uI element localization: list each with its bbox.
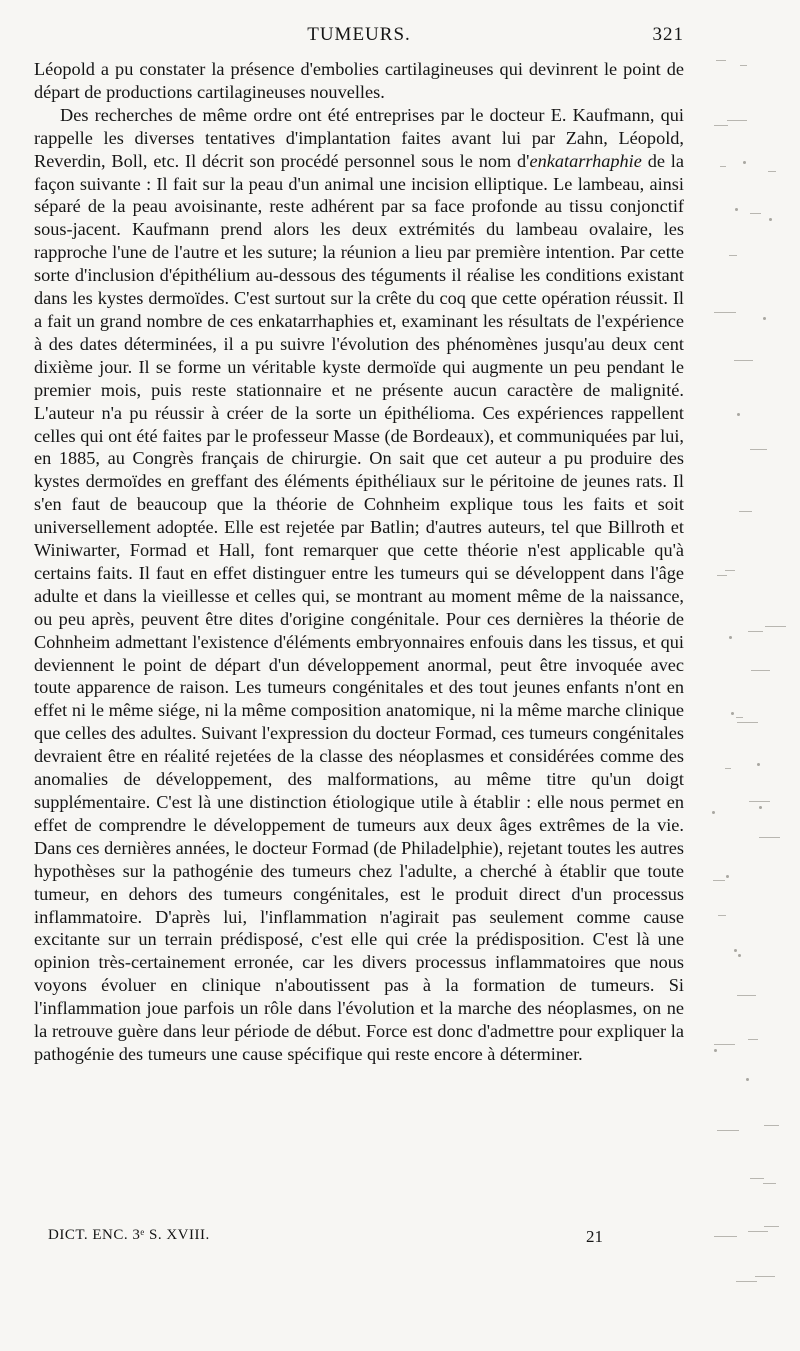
running-head (34, 22, 684, 48)
margin-mark (755, 1276, 775, 1277)
margin-mark (726, 875, 729, 878)
margin-mark (737, 413, 740, 416)
paragraph-text-end: de la façon suivante : Il fait sur la peau d'un animal une incision elliptique. Le lambeau, ainsi séparé de la peau avoisinante, reste adhérent par sa face profonde au tissu conjonctif sous-jacent. Kaufmann prend alors les deux extrémités du lambeau ovalaire, les rapproche l'une de l'autre et les suture; la réunion a lieu par première intention. Par cette sorte d'inclusion d'épithélium au-dessous des téguments il réalise les conditions existant dans les kystes dermoïdes. C'est surtout sur la crête du coq que cette opération réussit. Il a fait un grand nombre de ces enkatarrhaphies et, examinant les résultats de l'expérience à des dates déterminées, il a pu suivre l'évolution des phénomènes jusqu'au deux cent dixième jour. Il se forme un véritable kyste dermoïde qui augmente un peu pendant le premier mois, puis reste stationnaire et ne présente aucun caractère de malignité. L'auteur n'a pu réussir à créer de la sorte un épithélioma. Ces expériences rappellent celles qui ont été faites par le professeur Masse (de Bordeaux), et communiquées par lui, en 1885, au Congrès français de chirurgie. On sait que cet auteur a pu produire des kystes dermoïdes en greffant des éléments épithéliaux sur le péritoine de jeunes rats. Il s'en faut de beaucoup que la théorie de Cohnheim explique tous les faits et soit universellement adoptée. Elle est rejetée par Batlin; d'autres auteurs, tel que Billroth et Winiwarter, Formad et Hall, font remarquer que cette théorie n'est applicable qu'à certains faits. Il faut en effet distinguer entre les tumeurs qui se développent dans l'âge adulte et dans la vieillesse et celles qui, se montrant au moment même de la naissance, ou peu après, peuvent être dites d'origine congénitale. Pour ces dernières la théorie de Cohnheim admettant l'existence d'éléments embryonnaires enfouis dans les tissus, et qui deviennent le point de départ d'un développement anormal, peut être invoquée avec toute apparence de raison. Les tumeurs congénitales et des tout jeunes enfants n'ont en effet ni le même siége, ni la même composition anatomique, ni la même marche clinique que celles des adultes. Suivant l'expression du docteur Formad, ces tumeurs congénitales devraient être en réalité rejetées de la classe des néoplasmes et considérées comme des anomalies de développement, des malformations, au même titre qu'un doigt supplémentaire. C'est là une distinction étiologique utile à établir : elle nous permet en effet de comprendre le développement de tumeurs aux deux âges extrêmes de la vie. Dans ces dernières années, le docteur Formad (de Philadelphie), rejetant toutes les autres hypothèses sur la pathogénie des tumeurs chez l'adulte, a cherché à établir que toute tumeur, en dehors des tumeurs congénitales, est le produit direct d'un processus inflammatoire. D'après lui, l'inflammation n'agirait pas seulement comme cause excitante sur un terrain prédisposé, c'est elle qui crée la prédisposition. C'est là une opinion très-certainement erronée, car les divers processus inflammatoires que nous voyons évoluer en clinique n'aboutissent pas à la formation de tumeurs. Si l'inflammation joue parfois un rôle dans l'évolution et la marche des néoplasmes, on ne la retrouve guère dans leur période de début. Force est donc d'admettre pour expliquer la pathogénie des tumeurs une cause spécifique qui reste encore à déterminer. (34, 150, 684, 1064)
margin-mark (743, 161, 746, 164)
margin-mark (746, 1078, 749, 1081)
margin-mark (714, 1044, 735, 1045)
page-number: 321 (652, 24, 684, 45)
margin-mark (740, 65, 747, 66)
margin-mark (720, 166, 726, 167)
margin-mark (759, 837, 780, 838)
margin-bleed-through (700, 20, 792, 1340)
margin-mark (714, 1236, 737, 1237)
page-footer (34, 1227, 684, 1251)
margin-mark (714, 312, 736, 313)
margin-mark (769, 218, 772, 221)
margin-mark (729, 636, 732, 639)
body-text (34, 58, 684, 1066)
margin-mark (727, 120, 747, 121)
sheet-number: 21 (586, 1227, 603, 1246)
margin-mark (748, 1231, 768, 1232)
margin-mark (736, 1281, 757, 1282)
margin-mark (725, 768, 731, 769)
margin-mark (763, 1183, 776, 1184)
margin-mark (717, 1130, 739, 1131)
margin-mark (717, 575, 727, 576)
margin-mark (718, 915, 726, 916)
margin-mark (759, 806, 762, 809)
margin-mark (763, 317, 766, 320)
margin-mark (757, 763, 760, 766)
margin-mark (768, 171, 776, 172)
margin-mark (729, 255, 737, 256)
margin-mark (713, 880, 725, 881)
paragraph-kaufmann (34, 104, 684, 1066)
margin-mark (734, 949, 737, 952)
book-page (34, 22, 684, 1332)
margin-mark (748, 1039, 758, 1040)
margin-mark (716, 60, 726, 61)
margin-mark (737, 722, 758, 723)
signature-mark: DICT. ENC. 3ᵉ S. XVIII. (48, 1227, 210, 1243)
running-title: TUMEURS. (307, 24, 411, 45)
margin-mark (750, 449, 767, 450)
margin-mark (739, 511, 752, 512)
margin-mark (731, 712, 734, 715)
margin-mark (736, 717, 743, 718)
margin-mark (737, 995, 756, 996)
margin-mark (725, 570, 735, 571)
margin-mark (738, 954, 741, 957)
margin-mark (712, 811, 715, 814)
margin-mark (750, 213, 761, 214)
paragraph-text-start: Des recherches de même ordre ont été entreprises par le docteur E. Kaufmann, qui rappelle les diverses tentatives d'implantation faites avant lui par Zahn, Léopold, Reverdin, Boll, etc. Il décrit son procédé personnel sous le nom d' (34, 104, 684, 171)
italic-term: enkatarrhaphie (529, 150, 642, 171)
margin-mark (764, 1125, 779, 1126)
margin-mark (765, 626, 786, 627)
margin-mark (735, 208, 738, 211)
margin-mark (714, 1049, 717, 1052)
margin-mark (751, 670, 770, 671)
margin-mark (748, 631, 763, 632)
margin-mark (734, 360, 753, 361)
paragraph-continuation: Léopold a pu constater la présence d'embolies cartilagineuses qui devinrent le point de départ de productions cartilagineuses nouvelles. (34, 59, 684, 102)
margin-mark (714, 125, 728, 126)
margin-mark (750, 1178, 764, 1179)
margin-mark (749, 801, 770, 802)
margin-mark (764, 1226, 779, 1227)
